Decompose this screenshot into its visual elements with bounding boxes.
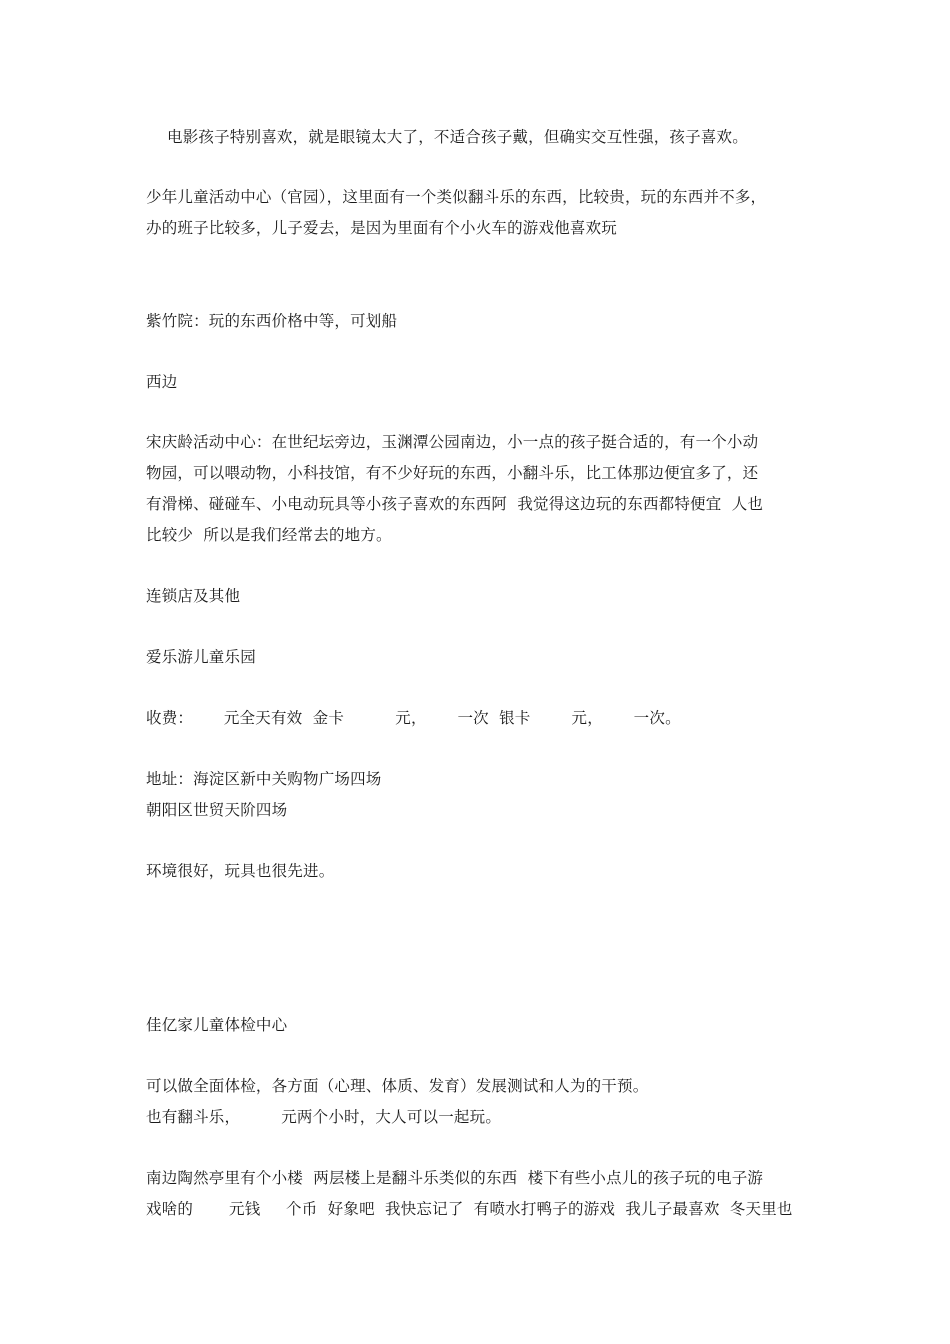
paragraph-soong-ching-ling-line-2: 物园，可以喂动物，小科技馆，有不少好玩的东西，小翻斗乐，比工体那边便宜多了，还	[146, 464, 759, 482]
paragraph-address-line-1: 地址：海淀区新中关购物广场四场	[146, 770, 382, 788]
paragraph-soong-ching-ling-line-3: 有滑梯、碰碰车、小电动玩具等小孩子喜欢的东西阿 我觉得这边玩的东西都特便宜 人也	[146, 495, 764, 513]
heading-chain-stores: 连锁店及其他	[146, 587, 241, 605]
paragraph-youth-center-line-2: 办的班子比较多，儿子爱去，是因为里面有个小火车的游戏他喜欢玩	[146, 219, 618, 237]
paragraph-youth-center-line-1: 少年儿童活动中心（官园），这里面有一个类似翻斗乐的东西，比较贵，玩的东西并不多，	[146, 188, 767, 206]
heading-ailey-playground: 爱乐游儿童乐园	[146, 648, 256, 666]
paragraph-vr-movie: 电影孩子特别喜欢，就是眼镜太大了，不适合孩子戴，但确实交互性强，孩子喜欢。	[167, 128, 748, 146]
paragraph-soong-ching-ling-line-4: 比较少 所以是我们经常去的地方。	[146, 526, 392, 544]
paragraph-address-line-2: 朝阳区世贸天阶四场	[146, 801, 288, 819]
paragraph-environment: 环境很好，玩具也很先进。	[146, 862, 335, 880]
heading-west-side: 西边	[146, 373, 178, 391]
paragraph-fees: 收费： 元全天有效 金卡 元， 一次 银卡 元， 一次。	[146, 709, 681, 727]
paragraph-zizhuyuan: 紫竹院：玩的东西价格中等，可划船	[146, 312, 398, 330]
heading-jiayijia-health-center: 佳亿家儿童体检中心	[146, 1016, 288, 1034]
paragraph-health-check-line-1: 可以做全面体检，各方面（心理、体质、发育）发展测试和人为的干预。	[146, 1077, 649, 1095]
paragraph-taoranting-line-1: 南边陶然亭里有个小楼 两层楼上是翻斗乐类似的东西 楼下有些小点儿的孩子玩的电子游	[146, 1169, 764, 1187]
paragraph-taoranting-line-2: 戏啥的 元钱 个币 好象吧 我快忘记了 有喷水打鸭子的游戏 我儿子最喜欢 冬天里也	[146, 1200, 793, 1218]
paragraph-soong-ching-ling-line-1: 宋庆龄活动中心：在世纪坛旁边，玉渊潭公园南边，小一点的孩子挺合适的，有一个小动	[146, 433, 759, 451]
paragraph-health-check-line-2: 也有翻斗乐， 元两个小时，大人可以一起玩。	[146, 1108, 502, 1126]
